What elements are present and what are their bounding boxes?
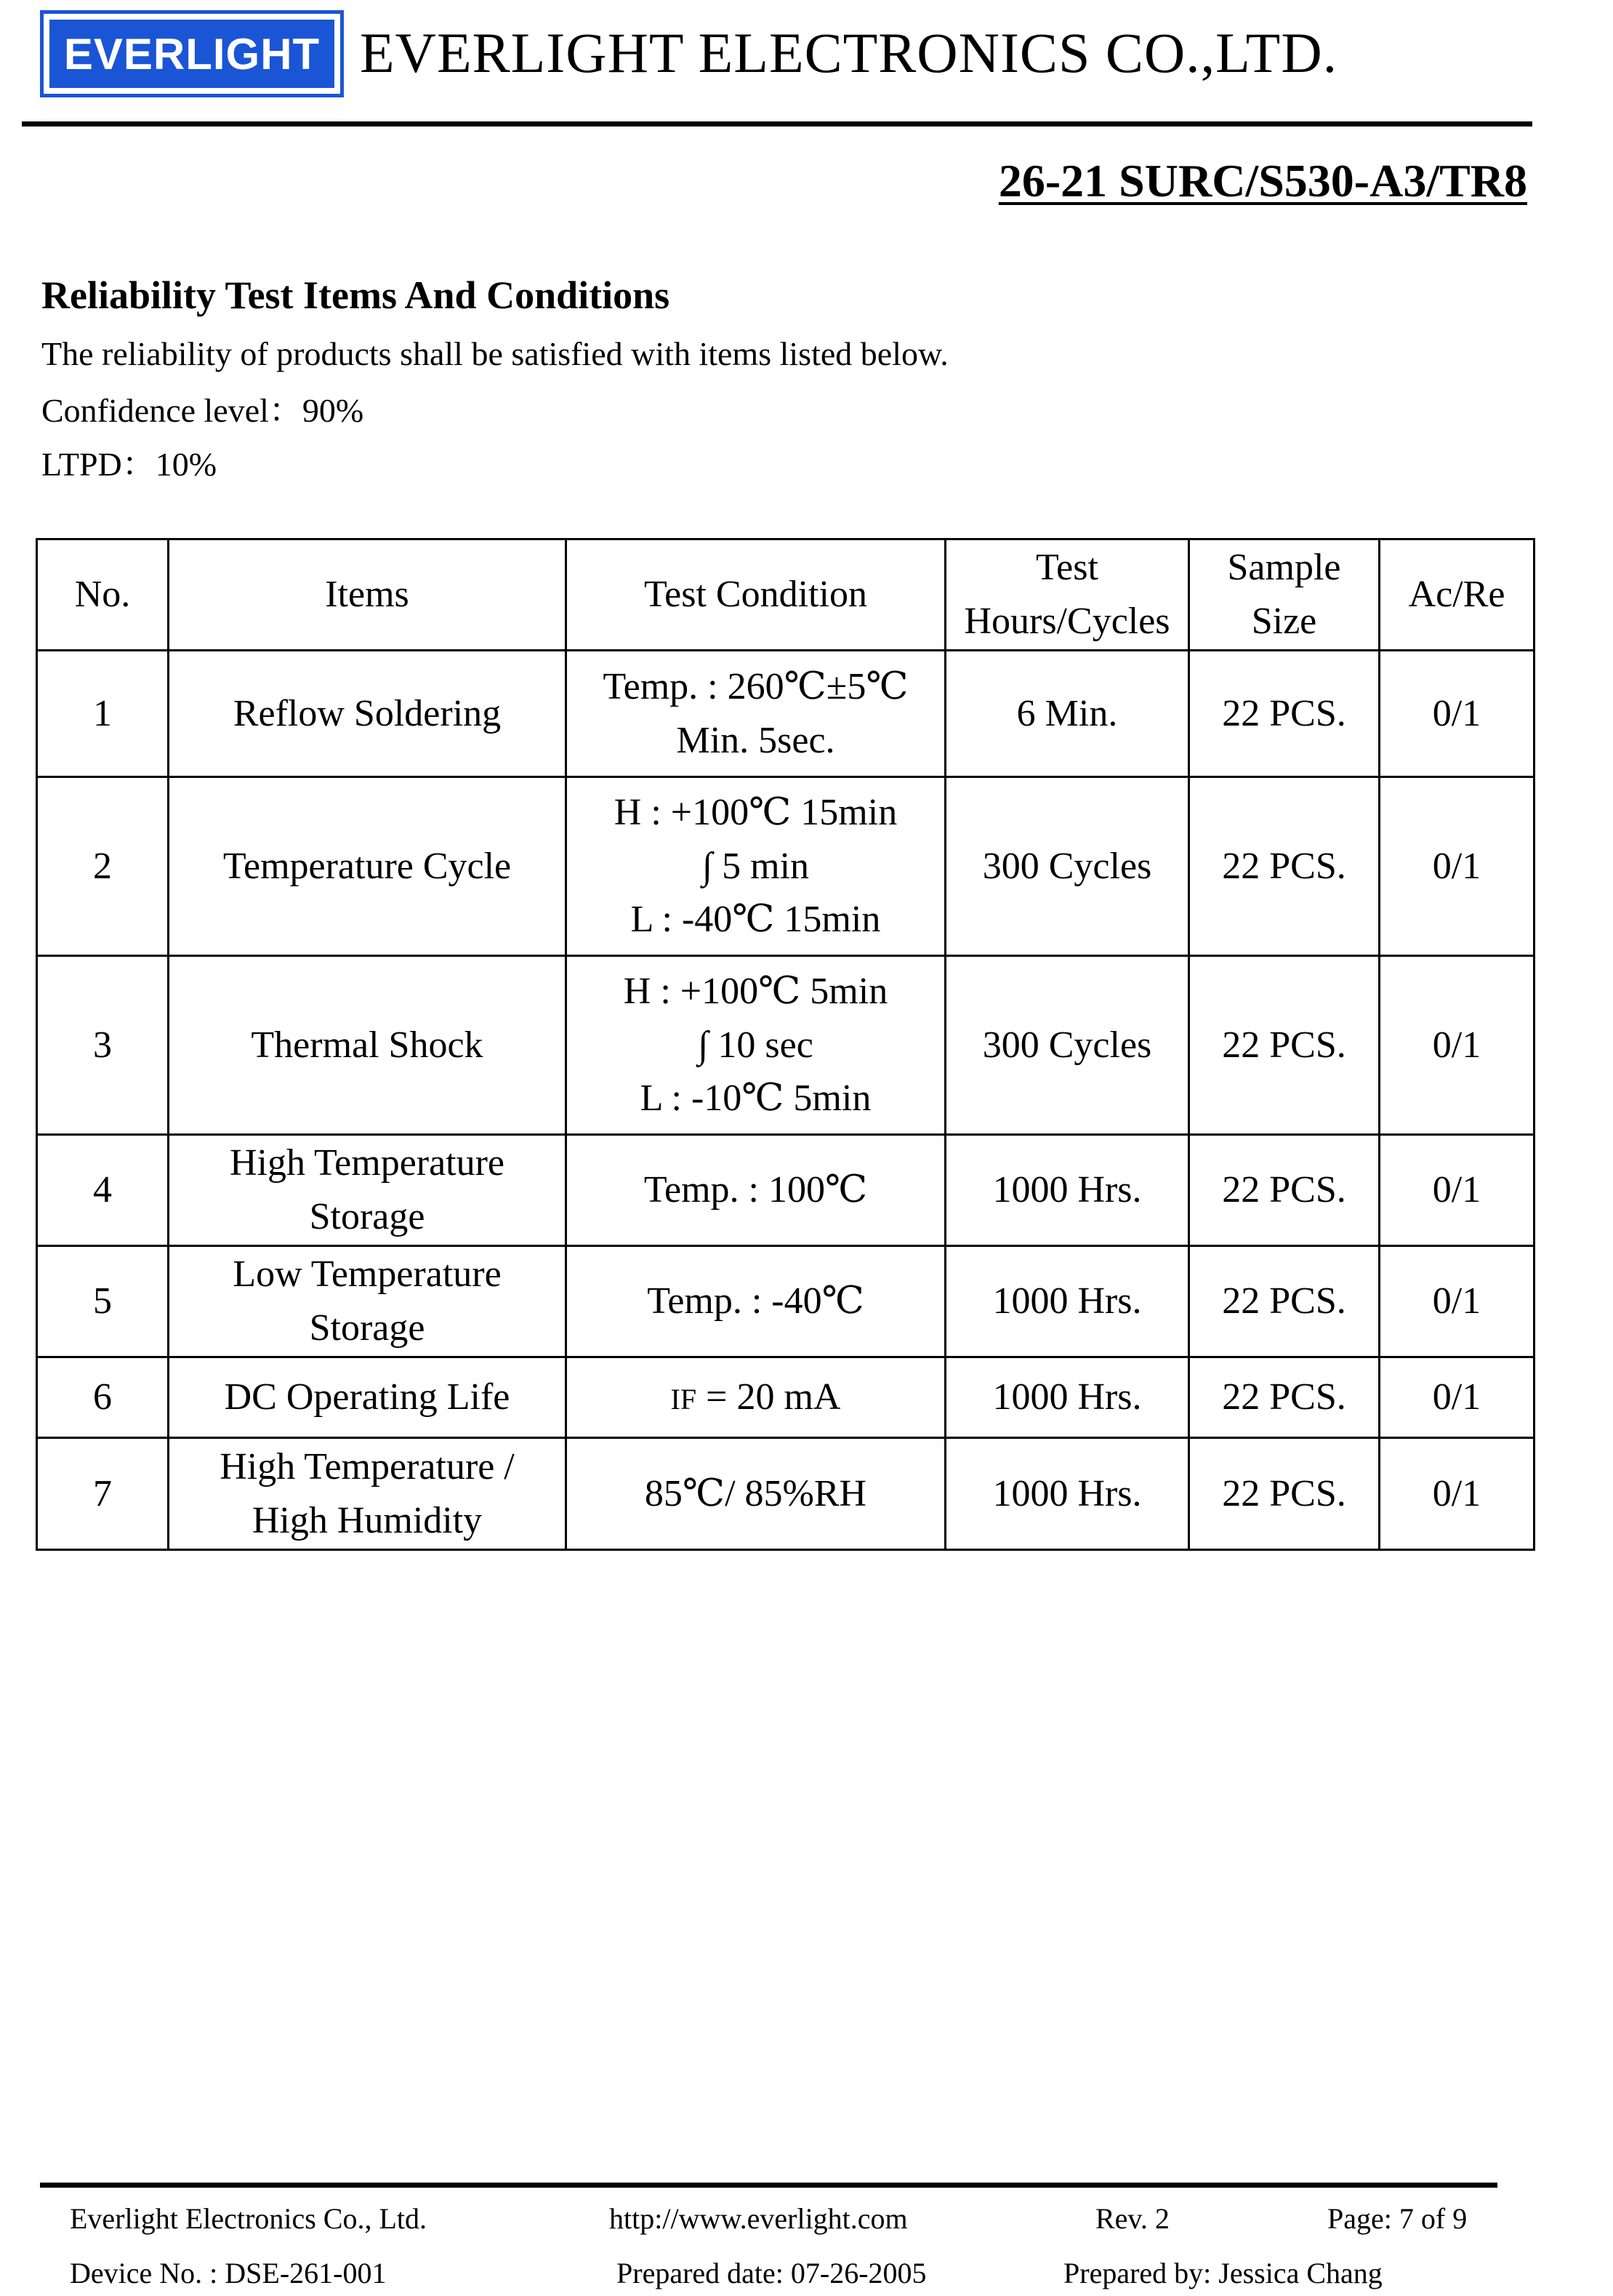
item-line: Low Temperature: [233, 1253, 502, 1296]
cell-acre: 0/1: [1380, 651, 1534, 777]
cell-hours: 6 Min.: [946, 651, 1189, 777]
footer-website-link[interactable]: http://www.everlight.com: [609, 2202, 908, 2235]
item-line: High Humidity: [252, 1499, 483, 1541]
footer-company: Everlight Electronics Co., Ltd.: [70, 2202, 427, 2235]
condition-line: L : -40℃ 15min: [630, 899, 881, 941]
cell-no: 4: [37, 1135, 169, 1246]
footer-revision: Rev. 2: [1095, 2202, 1170, 2235]
cell-hours: 1000 Hrs.: [946, 1357, 1189, 1438]
cell-item: Temperature Cycle: [169, 777, 566, 956]
condition-line: Min. 5sec.: [676, 719, 835, 761]
cell-acre: 0/1: [1380, 1357, 1534, 1438]
cell-item: Reflow Soldering: [169, 651, 566, 777]
header-test-condition: Test Condition: [566, 539, 946, 651]
cell-sample: 22 PCS.: [1189, 1357, 1380, 1438]
cell-acre: 0/1: [1380, 1438, 1534, 1550]
item-line: High Temperature: [229, 1142, 505, 1184]
part-number: 26-21 SURC/S530-A3/TR8: [998, 155, 1527, 206]
condition-line: Temp. : 260℃±5℃: [603, 665, 909, 707]
table-row: [37, 777, 1534, 956]
company-logo: [40, 10, 344, 97]
cell-sample: 22 PCS.: [1189, 956, 1380, 1135]
section-title: Reliability Test Items And Conditions: [41, 273, 670, 317]
cell-sample: 22 PCS.: [1189, 1135, 1380, 1246]
company-name: EVERLIGHT ELECTRONICS CO.,LTD.: [360, 21, 1338, 84]
cell-no: 6: [37, 1357, 169, 1438]
confidence-level: Confidence level：90%: [41, 392, 364, 429]
cell-acre: 0/1: [1380, 777, 1534, 956]
cell-condition: [566, 777, 946, 956]
cell-item: [169, 1246, 566, 1357]
header-sample-size: [1189, 539, 1380, 651]
cell-condition: [566, 651, 946, 777]
header-no: No.: [37, 539, 169, 651]
cell-no: 1: [37, 651, 169, 777]
footer-prepared-date: Prepared date: 07-26-2005: [616, 2257, 927, 2289]
logo-text: EVERLIGHT: [63, 29, 321, 79]
cell-hours: 1000 Hrs.: [946, 1135, 1189, 1246]
cell-no: 2: [37, 777, 169, 956]
header-sample-line1: Sample: [1227, 547, 1341, 589]
cell-sample: 22 PCS.: [1189, 1246, 1380, 1357]
header-items: Items: [169, 539, 566, 651]
cell-condition: 85℃/ 85%RH: [566, 1438, 946, 1550]
ltpd-value: LTPD：10%: [41, 446, 217, 483]
cell-hours: 300 Cycles: [946, 956, 1189, 1135]
condition-line: H : +100℃ 5min: [623, 970, 888, 1012]
cell-hours: 1000 Hrs.: [946, 1246, 1189, 1357]
table-row: [37, 1246, 1534, 1357]
intro-text: The reliability of products shall be satisfied with items listed below.: [41, 335, 949, 372]
cell-condition: Temp. : 100℃: [566, 1135, 946, 1246]
condition-line: H : +100℃ 15min: [614, 791, 898, 833]
cell-condition: [566, 956, 946, 1135]
table-row: [37, 1438, 1534, 1550]
cell-acre: 0/1: [1380, 956, 1534, 1135]
header-test-hours-line2: Hours/Cycles: [964, 601, 1170, 642]
cell-no: 7: [37, 1438, 169, 1550]
cell-sample: 22 PCS.: [1189, 1438, 1380, 1550]
cell-no: 3: [37, 956, 169, 1135]
table-row: [37, 1357, 1534, 1438]
condition-line: ∫ 5 min: [701, 845, 810, 887]
cell-hours: 300 Cycles: [946, 777, 1189, 956]
cell-item: Thermal Shock: [169, 956, 566, 1135]
forward-current-value: = 20 mA: [696, 1376, 841, 1418]
header-ac-re: Ac/Re: [1380, 539, 1534, 651]
cell-item: [169, 1135, 566, 1246]
logo-badge: [49, 20, 334, 88]
item-line: Storage: [309, 1196, 425, 1237]
condition-line: L : -10℃ 5min: [640, 1077, 872, 1120]
table-row: [37, 1135, 1534, 1246]
table-header-row: [37, 539, 1534, 651]
cell-no: 5: [37, 1246, 169, 1357]
cell-acre: 0/1: [1380, 1246, 1534, 1357]
item-line: High Temperature /: [220, 1445, 515, 1488]
reliability-table: [36, 538, 1535, 1551]
header-sample-line2: Size: [1251, 601, 1317, 642]
footer-page-number: Page: 7 of 9: [1327, 2202, 1468, 2235]
forward-current-label: IF: [670, 1383, 697, 1416]
cell-condition: Temp. : -40℃: [566, 1246, 946, 1357]
table-row: [37, 956, 1534, 1135]
table-row: [37, 651, 1534, 777]
cell-condition: [566, 1357, 946, 1438]
cell-item: [169, 1438, 566, 1550]
header-divider: [22, 121, 1532, 127]
cell-hours: 1000 Hrs.: [946, 1438, 1189, 1550]
footer-prepared-by: Prepared by: Jessica Chang: [1063, 2257, 1383, 2289]
footer-divider: [40, 2183, 1497, 2188]
cell-sample: 22 PCS.: [1189, 651, 1380, 777]
footer-device-number: Device No. : DSE-261-001: [70, 2257, 387, 2289]
header-test-hours: [946, 539, 1189, 651]
header-test-hours-line1: Test: [1036, 547, 1098, 589]
item-line: Storage: [309, 1307, 425, 1349]
cell-item: DC Operating Life: [169, 1357, 566, 1438]
cell-acre: 0/1: [1380, 1135, 1534, 1246]
condition-line: ∫ 10 sec: [698, 1024, 813, 1066]
cell-sample: 22 PCS.: [1189, 777, 1380, 956]
